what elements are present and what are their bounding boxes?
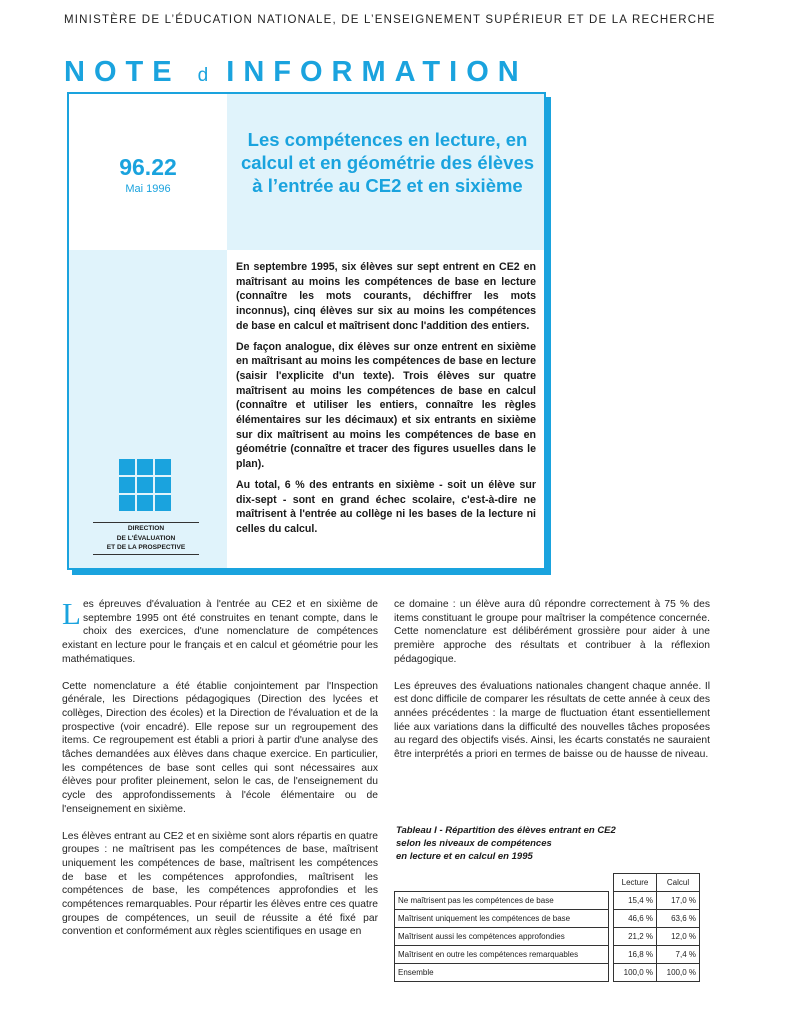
table-row: Maîtrisent aussi les compétences approfondies 21,2 % 12,0 %	[395, 928, 700, 946]
title-cell	[227, 94, 544, 250]
summary-cell	[227, 250, 544, 568]
table-caption: Tableau I - Répartition des élèves entrant en CE2 selon les niveaux de compétences en lecture et en calcul en 1995	[396, 825, 616, 862]
body-paragraph: Les élèves entrant au CE2 et en sixième sont alors répartis en quatre groupes : ne maîtrisent pas les compétences de base, maîtrisent uniquement les compétences de base, maîtrisent les compétences de base et les compétences approfondies, maîtrisent les compétences de base, les compétences approfondies et les compétences remarquables. Pour répartir les élèves entre ces quatre groupes de compétences, un seuil de réussite a été fixé par convention et conformément aux règles scientifiques en usage en	[62, 830, 378, 938]
body-column-right	[394, 598, 710, 775]
table-row: Maîtrisent en outre les compétences remarquables 16,8 % 7,4 %	[395, 946, 700, 964]
body-column-left	[62, 598, 378, 952]
column-header-lecture: Lecture	[614, 874, 657, 892]
article-title: Les compétences en lecture, en calcul et en géométrie des élèves à l’entrée au CE2 et en sixième	[240, 129, 535, 196]
body-paragraph: ce domaine : un élève aura dû répondre correctement à 75 % des items constituant le groupe pour maîtriser la compétence concernée. Cette nomenclature est délibérément grossière pour aider à une première approche des résultats et contribuer à la réflexion pédagogique.	[394, 599, 710, 665]
body-paragraph: Les épreuves des évaluations nationales changent chaque année. Il est donc difficile de comparer les résultats de cette année à ceux des années précédentes : la marge de fluctuation étant essentiellement liée aux variations dans la difficulté des nouvelles tâches proposées au regard des objectifs visés. Ainsi, les écarts constatés ne sauraient être interprétés a priori en termes de baisse ou de hausse de niveau.	[394, 680, 710, 761]
issue-number: 96.22	[119, 154, 177, 180]
logo-cell	[69, 250, 227, 568]
competence-table	[394, 873, 700, 982]
issue-date: Mai 1996	[125, 183, 171, 195]
department-label: DIRECTION DE L'ÉVALUATION ET DE LA PROSPECTIVE	[93, 522, 199, 555]
body-paragraph: Les épreuves d'évaluation à l'entrée au CE2 et en sixième de septembre 1995 ont été construites en tenant compte, dans le choix des exercices, d'une nomenclature de compétences existant en lecture pour le français et en calcul et géométrie pour les mathématiques.	[62, 596, 378, 665]
summary-box	[67, 92, 546, 570]
brand-d: d	[197, 65, 210, 86]
ministry-header: MINISTÈRE DE L’ÉDUCATION NATIONALE, DE L’ENSEIGNEMENT SUPÉRIEUR ET DE LA RECHERCHE	[64, 14, 716, 26]
body-paragraph: Cette nomenclature a été établie conjointement par l'Inspection générale, les Directions pédagogiques (Direction des lycées et collèges, Direction des écoles) et la Direction de l'évaluation et de la prospective (voir encadré). Elle repose sur un regroupement des items. Ce regroupement est établi a priori à partir d'une analyse des tâches demandées aux élèves dans chaque exercice. En particulier, les compétences de base sont celles qui sont nécessaires aux élèves pour profiter pleinement, selon le cas, de l'enseignement du cycle des approfondissements à l'école élémentaire ou de l'enseignement en sixième.	[62, 680, 378, 815]
dep-logo-icon	[119, 459, 172, 512]
summary-paragraph: En septembre 1995, six élèves sur sept entrent en CE2 en maîtrisant au moins les compétences de base en lecture (connaître les mots courants, déchiffrer les mots inconnus), cinq élèves sur six au moins les compétences de base en calcul et maîtrisent donc l'addition des entiers.	[236, 261, 536, 332]
issue-cell	[69, 94, 227, 250]
drop-cap: L	[62, 596, 81, 631]
publication-brand	[64, 56, 528, 89]
brand-information: INFORMATION	[226, 56, 528, 88]
summary-paragraph: Au total, 6 % des entrants en sixième - soit un élève sur dix-sept - sont en grand échec scolaire, c'est-à-dire ne maîtrisent à l'entrée au collège ni les bases de la lecture ni celles du calcul.	[236, 478, 536, 535]
column-header-calcul: Calcul	[657, 874, 700, 892]
summary-text	[236, 260, 536, 543]
table-row: Maîtrisent uniquement les compétences de base 46,6 % 63,6 %	[395, 910, 700, 928]
table-row-total: Ensemble 100,0 % 100,0 %	[395, 964, 700, 982]
summary-paragraph: De façon analogue, dix élèves sur onze entrent en sixième en maîtrisant au moins les compétences de base en lecture (saisir l'explicite d'un texte). Trois élèves sur quatre maîtrisent au moins les compétences de base en calcul (connaître et utiliser les entiers, connaître les règles élémentaires sur les décimaux) et six entrants en sixième sur dix maîtrisent au moins les compétences de base en géométrie (connaître et tracer des figures usuelles dans le plan).	[236, 340, 536, 471]
brand-note: NOTE	[64, 56, 181, 88]
table-row: Ne maîtrisent pas les compétences de base 15,4 % 17,0 %	[395, 892, 700, 910]
